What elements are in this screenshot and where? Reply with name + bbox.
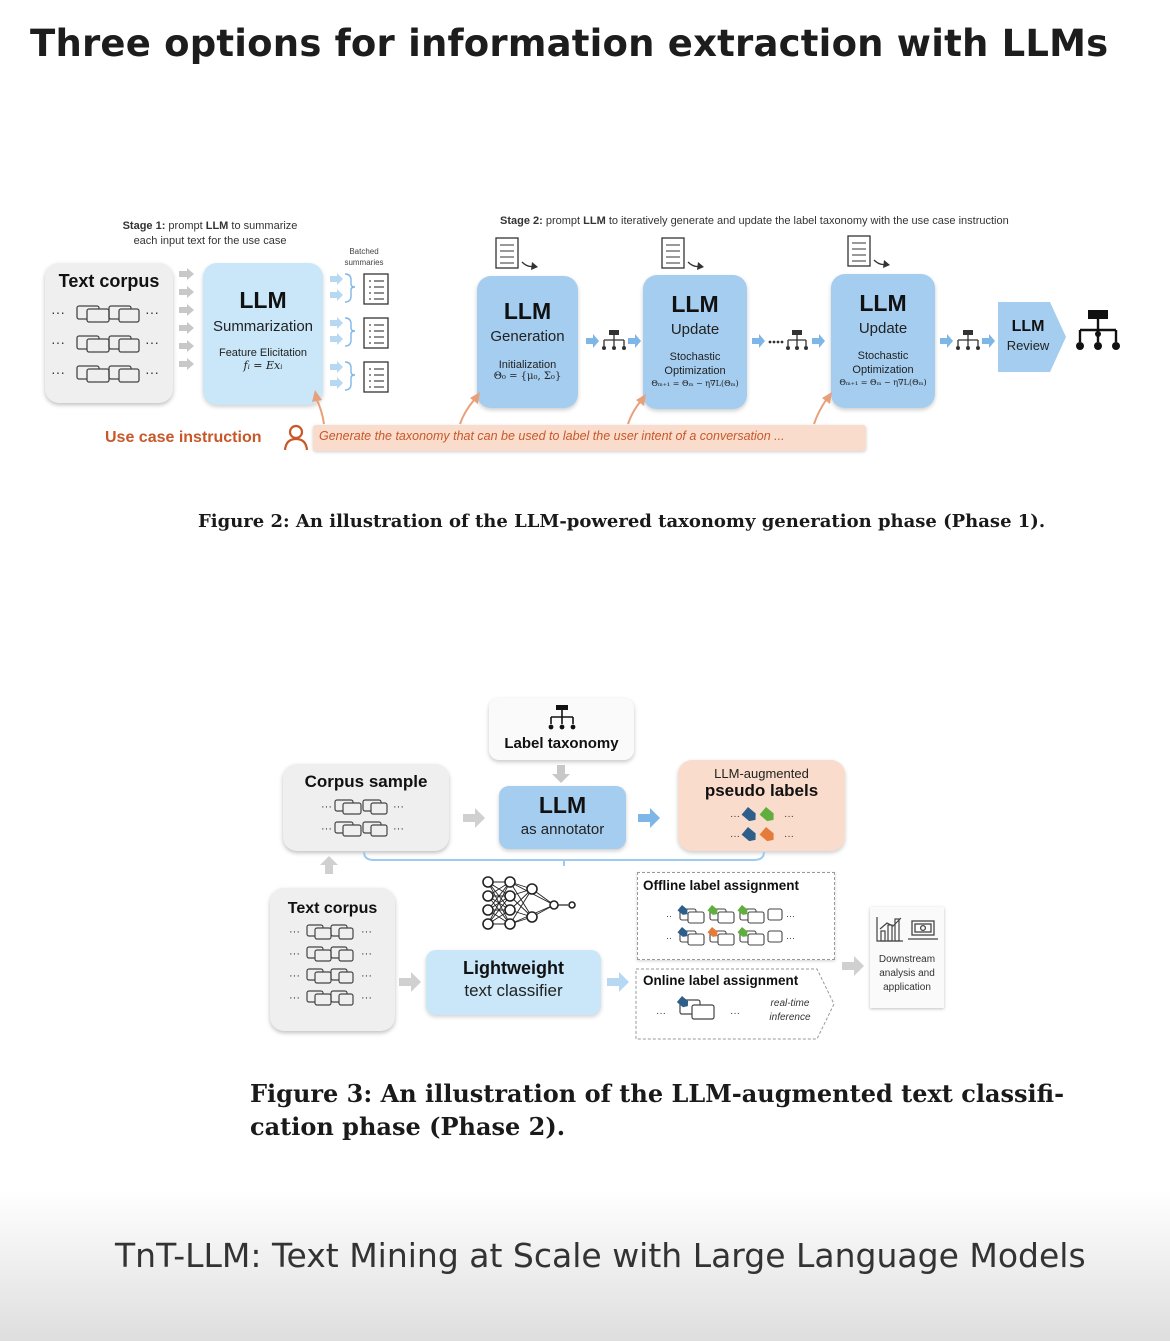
batched-summaries-label [337, 246, 391, 268]
bar-chart-icon [875, 915, 905, 943]
text-corpus-2-label: Text corpus [287, 900, 378, 917]
llm-summarization-subtitle: Summarization [212, 318, 314, 335]
llm-generation-title: LLM [503, 298, 552, 324]
taxonomy-tree-icon [546, 704, 578, 732]
document-icon [660, 236, 708, 276]
initialization-formula: Θ₀ = {μ₀, Σ₀} [493, 371, 562, 382]
llm-annotator-title: LLM [538, 792, 587, 818]
svg-text:···: ··· [393, 801, 404, 813]
optimization-label: Optimization [664, 365, 726, 378]
chat-bubbles-icon [321, 796, 411, 840]
down-arrow [551, 765, 571, 785]
svg-text:···: ··· [145, 334, 159, 350]
realtime-inference-label [760, 997, 820, 1024]
svg-text:···: ··· [729, 831, 740, 842]
llm-update-2-subtitle: Update [858, 320, 908, 337]
figure3-caption-line2: cation phase (Phase 2). [250, 1112, 566, 1141]
stage2-llm: LLM [583, 215, 606, 227]
batched-summaries [328, 270, 398, 398]
llm-review-subtitle: Review [1006, 338, 1050, 353]
svg-text:···: ··· [145, 364, 159, 380]
pseudo-labels-line2: pseudo labels [704, 781, 819, 800]
optimization-label: Optimization [852, 364, 914, 377]
input-arrows [177, 268, 197, 370]
corpus-sample-box [283, 764, 449, 851]
use-case-label: Use case instruction [105, 429, 262, 446]
user-icon [283, 424, 309, 452]
text-corpus-label: Text corpus [58, 271, 160, 291]
downstream-line1: Downstream [878, 954, 936, 965]
llm-annotator-box [499, 786, 626, 849]
corpus-sample-label: Corpus sample [304, 772, 428, 791]
taxonomy-tree-icon [752, 328, 826, 354]
svg-text:··: ·· [666, 911, 672, 921]
llm-review-box [998, 318, 1058, 353]
update-2-formula: Θₘ₊₁ = Θₘ − η∇L(Θₘ) [839, 377, 927, 387]
feature-elicitation-label: Feature Elicitation [218, 347, 308, 359]
chat-bubbles-icon [285, 922, 381, 1014]
downstream-label [870, 953, 944, 995]
svg-text:···: ··· [360, 926, 372, 938]
stochastic-label: Stochastic [857, 350, 909, 362]
stage1-text-a: prompt [165, 220, 206, 232]
online-assignment-label: Online label assignment [643, 973, 799, 988]
svg-text:···: ··· [786, 911, 795, 921]
classifier-line2: text classifier [464, 981, 563, 1000]
svg-text:···: ··· [360, 992, 372, 1004]
batched-line2: summaries [344, 258, 384, 268]
svg-text:···: ··· [656, 1008, 666, 1019]
laptop-icon [908, 919, 938, 941]
up-arrow [319, 856, 339, 876]
downstream-box [870, 907, 944, 1008]
pseudo-labels-line1: LLM-augmented [714, 766, 809, 781]
svg-text:···: ··· [360, 970, 372, 982]
right-arrow [638, 808, 662, 828]
svg-text:···: ··· [321, 801, 332, 813]
classifier-line1: Lightweight [463, 958, 564, 978]
llm-update-2-detail [831, 349, 935, 378]
svg-text:···: ··· [51, 334, 65, 350]
batched-line1: Batched [349, 247, 379, 256]
document-icon [494, 236, 542, 276]
figure3-caption-line1: Figure 3: An illustration of the LLM-augmented text classifi- [250, 1079, 1065, 1108]
svg-text:···: ··· [783, 831, 794, 842]
realtime-line2: inference [769, 1011, 811, 1023]
svg-text:···: ··· [51, 364, 65, 380]
right-arrow [842, 956, 866, 976]
svg-text:···: ··· [145, 304, 159, 320]
svg-text:···: ··· [360, 948, 372, 960]
svg-text:···: ··· [786, 933, 795, 943]
stochastic-label: Stochastic [669, 351, 721, 363]
right-arrow [463, 808, 487, 828]
text-corpus-box-2 [270, 888, 395, 1031]
svg-text:···: ··· [321, 823, 332, 835]
feature-elicitation-formula: fᵢ = Exᵢ [243, 359, 283, 372]
svg-text:···: ··· [288, 992, 300, 1004]
right-arrow [399, 972, 423, 992]
llm-generation-subtitle: Generation [490, 328, 565, 345]
initialization-label: Initialization [498, 359, 557, 371]
svg-text:···: ··· [288, 948, 300, 960]
svg-text:···: ··· [729, 811, 740, 822]
stage2-prefix: Stage 2: [500, 215, 543, 227]
svg-text:··: ·· [666, 933, 672, 943]
stage2-heading [500, 214, 1009, 229]
llm-review-title: LLM [1011, 318, 1045, 335]
llm-update-1-title: LLM [671, 291, 719, 317]
downstream-line3: application [883, 982, 931, 993]
stage2-text-b: to iteratively generate and update the label taxonomy with the use case instruction [605, 215, 1009, 227]
taxonomy-tree-icon [940, 328, 996, 354]
tag-icon [666, 903, 806, 953]
llm-update-1-subtitle: Update [670, 321, 720, 338]
figure3-caption [250, 1077, 1064, 1143]
stage1-line2: each input text for the use case [133, 234, 287, 247]
llm-update-2-title: LLM [859, 290, 907, 316]
svg-text:···: ··· [393, 823, 404, 835]
offline-assignment-box [637, 872, 835, 960]
offline-assignment-label: Offline label assignment [643, 878, 800, 893]
label-taxonomy-box [489, 698, 634, 760]
svg-text:···: ··· [288, 926, 300, 938]
stage2-text-a: prompt [542, 215, 584, 227]
llm-annotator-subtitle: as annotator [520, 821, 605, 838]
text-corpus-box [45, 263, 173, 403]
instruction-arrows [300, 380, 870, 430]
stage1-prefix: Stage 1: [122, 220, 166, 232]
taxonomy-tree-icon [586, 328, 642, 354]
downstream-line2: analysis and [879, 968, 935, 979]
realtime-line1: real-time [770, 998, 810, 1009]
svg-text:···: ··· [730, 1008, 740, 1019]
lightweight-classifier-box [426, 950, 601, 1015]
llm-update-1-detail [643, 350, 747, 379]
svg-text:···: ··· [783, 811, 794, 822]
llm-summarization-title: LLM [239, 287, 287, 313]
chat-bubbles-icon [51, 303, 167, 393]
update-1-formula: Θₘ₊₁ = Θₘ − η∇L(Θₘ) [651, 378, 739, 388]
use-case-text: Generate the taxonomy that can be used to label the user intent of a conversation ... [313, 425, 866, 451]
document-icon [846, 234, 894, 274]
svg-text:···: ··· [51, 304, 65, 320]
figure2-caption: Figure 2: An illustration of the LLM-powered taxonomy generation phase (Phase 1). [198, 511, 1046, 532]
stage1-heading [95, 219, 325, 249]
stage1-llm: LLM [205, 220, 229, 232]
footer-title: TnT-LLM: Text Mining at Scale with Large Language Models [115, 1236, 1086, 1275]
chat-bubbles-icon [652, 994, 752, 1028]
taxonomy-tree-icon [1074, 308, 1124, 354]
pseudo-labels-box [678, 760, 845, 851]
neural-network-icon [480, 874, 580, 940]
stage1-text-b: to summarize [228, 220, 298, 232]
tag-icon [712, 803, 812, 843]
slide-title: Three options for information extraction with LLMs [30, 22, 1109, 65]
training-bracket [362, 850, 767, 866]
label-taxonomy-label: Label taxonomy [504, 735, 619, 752]
right-arrow [607, 972, 631, 992]
svg-text:···: ··· [288, 970, 300, 982]
